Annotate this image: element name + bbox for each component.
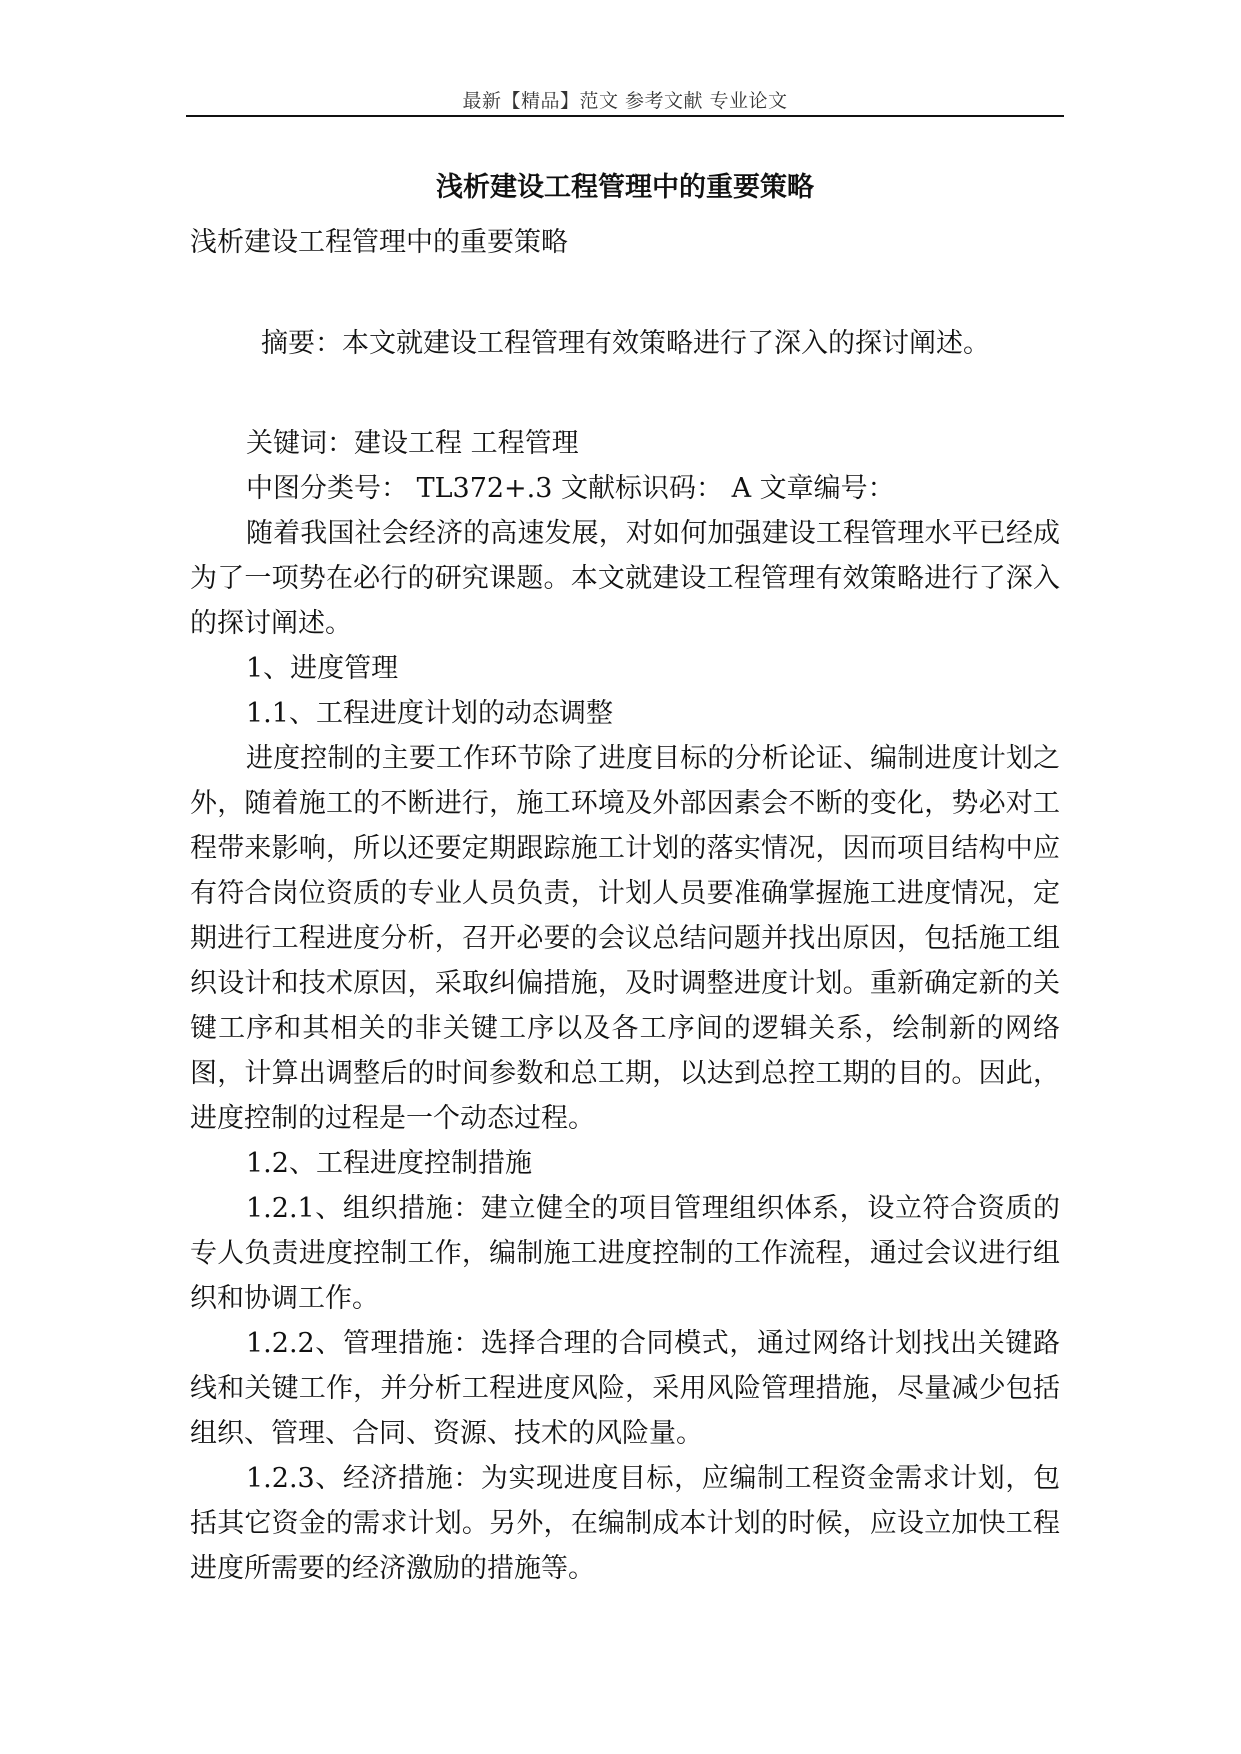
document-subtitle: 浅析建设工程管理中的重要策略 bbox=[190, 227, 568, 258]
subsection-heading: 1.2、工程进度控制措施 bbox=[246, 1148, 532, 1179]
keywords: 关键词：建设工程 工程管理 bbox=[246, 428, 579, 459]
paragraph: 随着我国社会经济的高速发展，对如何加强建设工程管理水平已经成为了一项势在必行的研究课题。本文就建设工程管理有效策略进行了深入的探讨阐述。 bbox=[190, 518, 1060, 639]
classification-line: 中图分类号： TL372+.3 文献标识码： A 文章编号： bbox=[246, 473, 895, 504]
section-heading: 1、进度管理 bbox=[246, 653, 399, 684]
header-divider bbox=[186, 115, 1064, 117]
document-body bbox=[190, 220, 1060, 1591]
paragraph: 1.2.3、经济措施：为实现进度目标，应编制工程资金需求计划，包括其它资金的需求计划。另外，在编制成本计划的时候，应设立加快工程进度所需要的经济激励的措施等。 bbox=[190, 1463, 1060, 1584]
paragraph: 1.2.2、管理措施：选择合理的合同模式，通过网络计划找出关键路线和关键工作，并分析工程进度风险，采用风险管理措施，尽量减少包括组织、管理、合同、资源、技术的风险量。 bbox=[190, 1328, 1060, 1449]
paragraph: 1.2.1、组织措施：建立健全的项目管理组织体系，设立符合资质的专人负责进度控制工作，编制施工进度控制的工作流程，通过会议进行组织和协调工作。 bbox=[190, 1193, 1060, 1314]
paragraph: 进度控制的主要工作环节除了进度目标的分析论证、编制进度计划之外，随着施工的不断进行，施工环境及外部因素会不断的变化，势必对工程带来影响，所以还要定期跟踪施工计划的落实情况，因而项目结构中应有符合岗位资质的专业人员负责，计划人员要准确掌握施工进度情况，定期进行工程进度分析，召开必要的会议总结问题并找出原因，包括施工组织设计和技术原因，采取纠偏措施，及时调整进度计划。重新确定新的关键工序和其相关的非关键工序以及各工序间的逻辑关系，绘制新的网络图，计算出调整后的时间参数和总工期，以达到总控工期的目的。因此，进度控制的过程是一个动态过程。 bbox=[190, 743, 1060, 1134]
abstract: 摘要：本文就建设工程管理有效策略进行了深入的探讨阐述。 bbox=[261, 328, 990, 359]
page-header: 最新【精品】范文 参考文献 专业论文 bbox=[462, 90, 788, 112]
subsection-heading: 1.1、工程进度计划的动态调整 bbox=[246, 698, 613, 729]
document-title: 浅析建设工程管理中的重要策略 bbox=[436, 172, 814, 203]
